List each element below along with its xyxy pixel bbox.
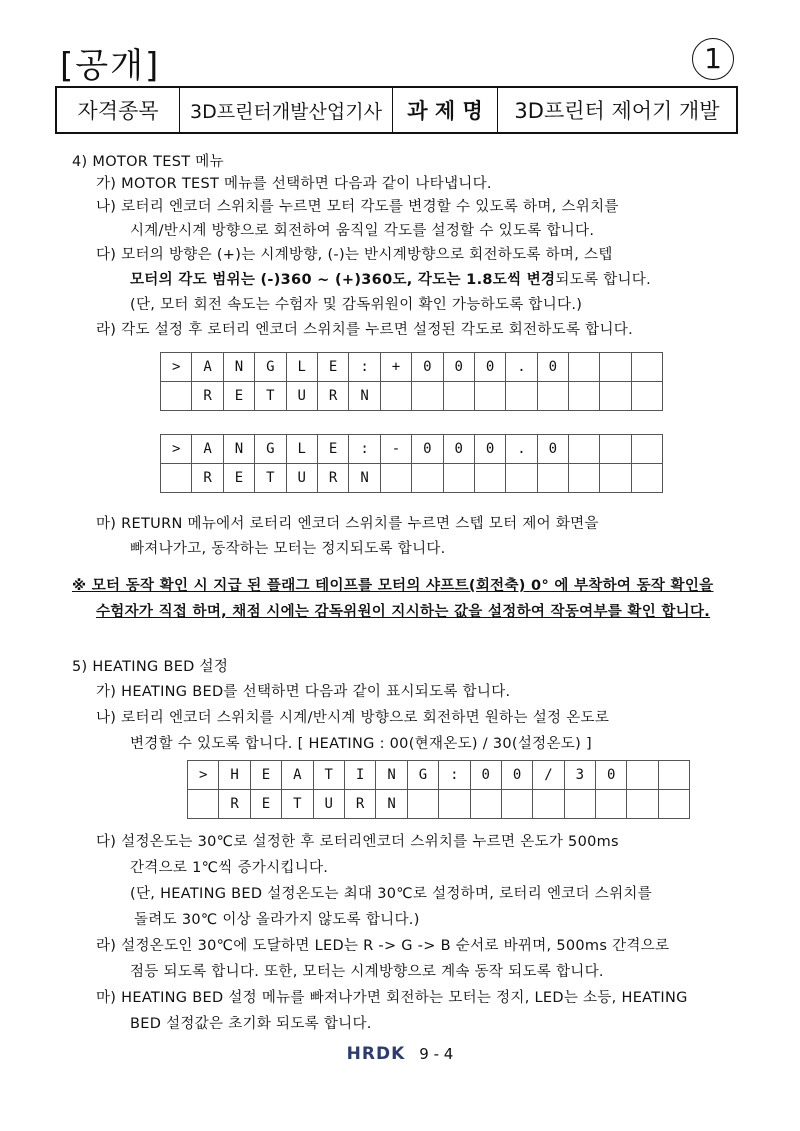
lcd-cell: E (317, 435, 348, 464)
lcd-cell: U (313, 790, 344, 819)
section4-title: 4) MOTOR TEST 메뉴 (72, 154, 224, 170)
lcd-cell: I (344, 761, 375, 790)
lcd-cell: : (439, 761, 470, 790)
lcd-cell (474, 464, 505, 493)
section5-after-3: 돌려도 30℃ 이상 올라가지 않도록 합니다.) (134, 912, 420, 928)
bold-angle-range: 모터의 각도 범위는 (-)360 ~ (+)360도, 각도는 1.8도씩 변경 (130, 272, 556, 288)
lcd-cell (658, 761, 689, 790)
lcd-cell: - (380, 435, 411, 464)
lcd-cell (443, 382, 474, 411)
lcd-cell: L (286, 353, 317, 382)
lcd-cell: 0 (470, 761, 501, 790)
lcd-cell: 0 (443, 435, 474, 464)
lcd-cell: E (250, 790, 281, 819)
lcd-cell: A (282, 761, 313, 790)
lcd-cell (569, 382, 600, 411)
lcd-cell: G (407, 761, 438, 790)
lcd-cell (537, 382, 568, 411)
lcd-cell: + (380, 353, 411, 382)
section5-after-2: (단, HEATING BED 설정온도는 최대 30℃로 설정하며, 로터리 엔코더 스위치를 (130, 886, 652, 902)
lcd-cell: T (313, 761, 344, 790)
lcd-cell (161, 382, 192, 411)
bold-line-tail: 되도록 합니다. (555, 272, 652, 288)
lcd-cell: > (161, 435, 192, 464)
field2-value: 3D프린터 제어기 개발 (498, 87, 738, 133)
lcd-cell: E (223, 382, 254, 411)
lcd-cell (412, 464, 443, 493)
section4-line-da-1: 다) 모터의 방향은 (+)는 시계방향, (-)는 반시계방향으로 회전하도록 하며, 스텝 (96, 247, 613, 263)
lcd-cell (474, 382, 505, 411)
section5-title: 5) HEATING BED 설정 (72, 659, 229, 675)
section4-line-da-2 (130, 268, 651, 289)
lcd-cell (631, 435, 662, 464)
lcd-cell: T (282, 790, 313, 819)
lcd-cell: 0 (474, 435, 505, 464)
lcd-angle-plus-row (161, 353, 663, 382)
lcd-cell: 3 (564, 761, 595, 790)
lcd-cell: N (376, 761, 407, 790)
lcd-cell: 0 (474, 353, 505, 382)
section5-after-5: 점등 되도록 합니다. 또한, 모터는 시계방향으로 계속 동작 되도록 합니다. (130, 964, 604, 980)
field1-value: 3D프린터개발산업기사 (180, 87, 393, 133)
lcd-angle-plus-row (161, 382, 663, 411)
lcd-cell: 0 (443, 353, 474, 382)
lcd-cell (380, 382, 411, 411)
page-marker-circle: 1 (692, 38, 734, 80)
lcd-cell: > (188, 761, 219, 790)
lcd-cell: E (223, 464, 254, 493)
lcd-heating-row (188, 761, 690, 790)
lcd-cell (631, 464, 662, 493)
lcd-cell (627, 790, 658, 819)
lcd-cell: U (286, 464, 317, 493)
lcd-cell (569, 464, 600, 493)
section5-after-4: 라) 설정온도인 30℃에 도달하면 LED는 R -> G -> B 순서로 바뀌며, 500ms 간격으로 (96, 938, 670, 954)
page-footer (0, 1044, 800, 1064)
lcd-cell: L (286, 435, 317, 464)
lcd-angle-minus-row (161, 435, 663, 464)
lcd-cell (161, 464, 192, 493)
field2-label: 과 제 명 (393, 87, 498, 133)
lcd-cell (407, 790, 438, 819)
lcd-angle-plus (160, 352, 663, 411)
note-line1: ※ 모터 동작 확인 시 지급 된 플래그 테이프를 모터의 샤프트(회전축) 0° 에 부착하여 동작 확인을 (72, 578, 714, 594)
lcd-cell: R (192, 464, 223, 493)
hrdk-logo: HRDK (346, 1044, 406, 1064)
lcd-cell (600, 464, 631, 493)
lcd-cell (658, 790, 689, 819)
lcd-cell: / (533, 761, 564, 790)
section5-line-ga: 가) HEATING BED를 선택하면 다음과 같이 표시되도록 합니다. (96, 684, 511, 700)
lcd-cell (506, 382, 537, 411)
lcd-cell (443, 464, 474, 493)
lcd-heating-row (188, 790, 690, 819)
lcd-cell (470, 790, 501, 819)
lcd-cell (569, 353, 600, 382)
lcd-cell: E (317, 353, 348, 382)
lcd-cell (506, 464, 537, 493)
lcd-cell (569, 435, 600, 464)
lcd-cell: R (317, 464, 348, 493)
lcd-cell (188, 790, 219, 819)
lcd-cell: R (317, 382, 348, 411)
section4-line-ga: 가) MOTOR TEST 메뉴를 선택하면 다음과 같이 나타냅니다. (96, 176, 492, 192)
lcd-cell: R (344, 790, 375, 819)
lcd-cell: N (349, 464, 380, 493)
lcd-cell (600, 353, 631, 382)
section5-after-1: 간격으로 1℃씩 증가시킵니다. (130, 860, 329, 876)
lcd-cell: N (223, 353, 254, 382)
note-line2: 수험자가 직접 하며, 채점 시에는 감독위원이 지시하는 값을 설정하여 작동여부를 확인 합니다. (96, 604, 711, 620)
lcd-cell: U (286, 382, 317, 411)
lcd-cell (412, 382, 443, 411)
lcd-cell: 0 (537, 353, 568, 382)
section4-line-da-3: (단, 모터 회전 속도는 수험자 및 감독위원이 확인 가능하도록 합니다.) (130, 297, 583, 313)
lcd-cell: N (349, 382, 380, 411)
lcd-cell (627, 761, 658, 790)
lcd-cell: 0 (501, 761, 532, 790)
lcd-cell (631, 382, 662, 411)
lcd-cell: A (192, 353, 223, 382)
lcd-cell: N (223, 435, 254, 464)
lcd-cell: T (255, 464, 286, 493)
lcd-cell: 0 (412, 353, 443, 382)
section5-after-0: 다) 설정온도는 30℃로 설정한 후 로터리엔코더 스위치를 누르면 온도가 500ms (96, 834, 619, 850)
lcd-cell: 0 (537, 435, 568, 464)
lcd-angle-minus (160, 434, 663, 493)
section5-after-6: 마) HEATING BED 설정 메뉴를 빠져나가면 회전하는 모터는 정지, LED는 소등, HEATING (96, 990, 688, 1006)
lcd-cell: R (192, 382, 223, 411)
lcd-heating (187, 760, 690, 819)
lcd-cell: 0 (412, 435, 443, 464)
section4-line-ra: 라) 각도 설정 후 로터리 엔코더 스위치를 누르면 설정된 각도로 회전하도록 합니다. (96, 322, 633, 338)
lcd-cell: : (349, 353, 380, 382)
section4-return-line1: 마) RETURN 메뉴에서 로터리 엔코더 스위치를 누르면 스텝 모터 제어 화면을 (96, 516, 599, 532)
lcd-cell: R (219, 790, 250, 819)
lcd-cell (600, 435, 631, 464)
lcd-angle-minus-row (161, 464, 663, 493)
exam-info-table (55, 86, 738, 134)
section4-line-na-1: 나) 로터리 엔코더 스위치를 누르면 모터 각도를 변경할 수 있도록 하며, 스위치를 (96, 199, 619, 215)
lcd-cell (631, 353, 662, 382)
lcd-cell: 0 (596, 761, 627, 790)
field1-label: 자격종목 (56, 87, 180, 133)
lcd-cell: A (192, 435, 223, 464)
lcd-cell (533, 790, 564, 819)
public-label: [공개] (60, 46, 161, 86)
section5-line-na-1: 나) 로터리 엔코더 스위치를 시계/반시계 방향으로 회전하면 원하는 설정 온도로 (96, 710, 610, 726)
lcd-cell: T (255, 382, 286, 411)
section5-after-7: BED 설정값은 초기화 되도록 합니다. (130, 1016, 372, 1032)
lcd-cell: . (506, 353, 537, 382)
lcd-cell (596, 790, 627, 819)
lcd-cell (600, 382, 631, 411)
lcd-cell (439, 790, 470, 819)
lcd-cell: G (255, 353, 286, 382)
section5-line-na-2: 변경할 수 있도록 합니다. [ HEATING : 00(현재온도) / 30(설정온도) ] (130, 736, 592, 752)
lcd-cell (380, 464, 411, 493)
section4-line-na-2: 시계/반시계 방향으로 회전하여 움직일 각도를 설정할 수 있도록 합니다. (130, 223, 595, 239)
lcd-cell: N (376, 790, 407, 819)
page-number: 9 - 4 (419, 1045, 454, 1063)
lcd-cell: . (506, 435, 537, 464)
section4-return-line2: 빠져나가고, 동작하는 모터는 정지되도록 합니다. (130, 541, 446, 557)
lcd-cell (501, 790, 532, 819)
lcd-cell (537, 464, 568, 493)
lcd-cell: H (219, 761, 250, 790)
lcd-cell (564, 790, 595, 819)
lcd-cell: G (255, 435, 286, 464)
lcd-cell: E (250, 761, 281, 790)
lcd-cell: > (161, 353, 192, 382)
lcd-cell: : (349, 435, 380, 464)
